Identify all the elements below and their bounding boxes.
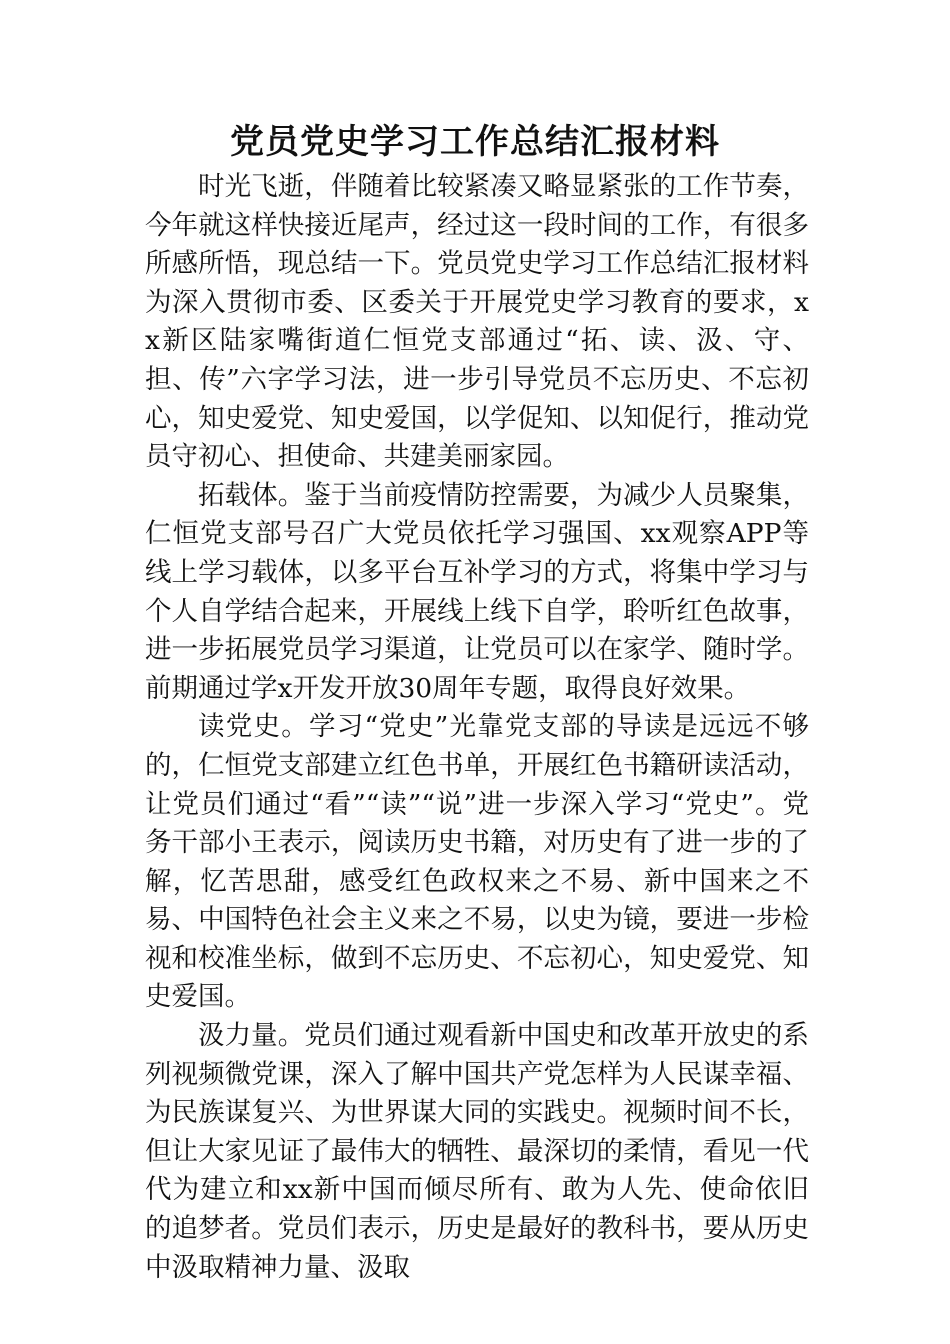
paragraph-draw-strength: 汲力量。党员们通过观看新中国史和改革开放史的系列视频微党课，深入了解中国共产党怎样为人民谋幸福、为民族谋复兴、为世界谋大同的实践史。视频时间不长，但让大家见证了最伟大的牺牲、最深切的柔情，看见一代代为建立和xx新中国而倾尽所有、敢为人先、使命依旧的追梦者。党员们表示，历史是最好的教科书，要从历史中汲取精神力量、汲取 [145, 1020, 809, 1283]
paragraph-read-history: 读党史。学习“党史”光靠党支部的导读是远远不够的，仁恒党支部建立红色书单，开展红色书籍研读活动，让党员们通过“看”“读”“说”进一步深入学习“党史”。党务干部小王表示，阅读历史书籍，对历史有了进一步的了解，忆苦思甜，感受红色政权来之不易、新中国来之不易、中国特色社会主义来之不易，以史为镜，要进一步检视和校准坐标，做到不忘历史、不忘初心，知史爱党、知史爱国。 [145, 711, 809, 1013]
paragraph-expand-carrier: 拓载体。鉴于当前疫情防控需要，为减少人员聚集，仁恒党支部号召广大党员依托学习强国、xx观察APP等线上学习载体，以多平台互补学习的方式，将集中学习与个人自学结合起来，开展线上线下自学，聆听红色故事，进一步拓展党员学习渠道，让党员可以在家学、随时学。前期通过学x开发开放30周年专题，取得良好效果。 [145, 479, 809, 704]
paragraph-intro: 时光飞逝，伴随着比较紧凑又略显紧张的工作节奏，今年就这样快接近尾声，经过这一段时间的工作，有很多所感所悟，现总结一下。党员党史学习工作总结汇报材料为深入贯彻市委、区委关于开展党史学习教育的要求，xx新区陆家嘴街道仁恒党支部通过“拓、读、汲、守、担、传”六字学习法，进一步引导党员不忘历史、不忘初心，知史爱党、知史爱国，以学促知、以知促行，推动党员守初心、担使命、共建美丽家园。 [145, 171, 809, 473]
document-body [145, 168, 809, 1287]
document-title: 党员党史学习工作总结汇报材料 [230, 122, 720, 162]
